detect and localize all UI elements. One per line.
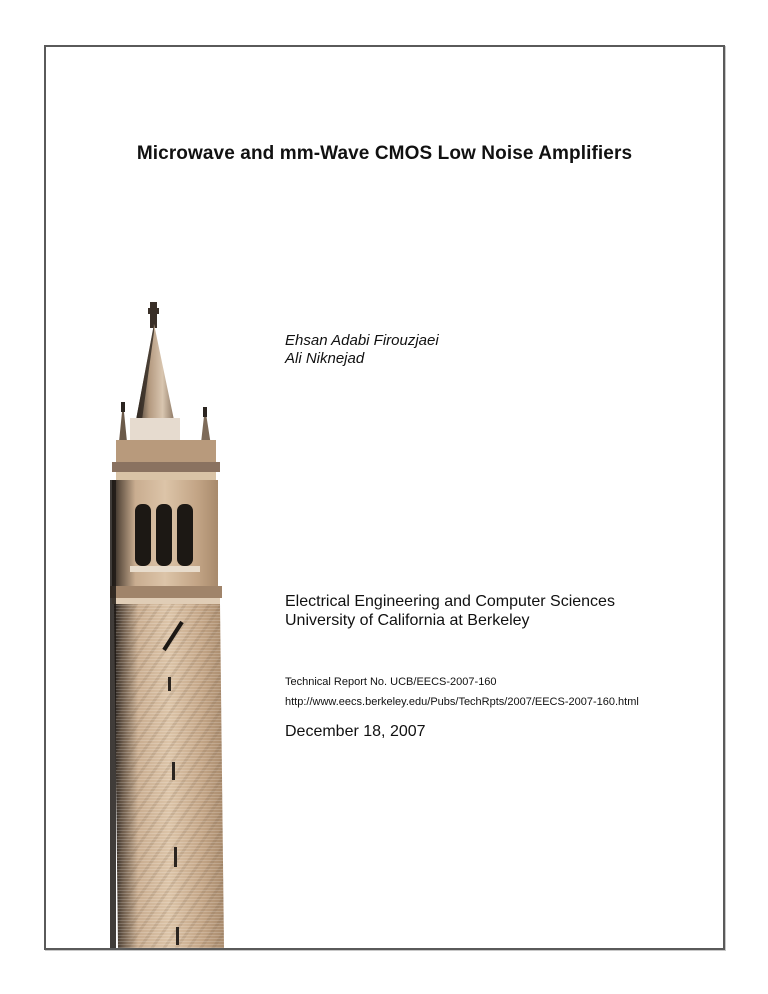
report-url[interactable]: http://www.eecs.berkeley.edu/Pubs/TechRpts/2007/EECS-2007-160.html (285, 696, 639, 708)
cover-page-frame (44, 45, 725, 950)
sather-tower-image (102, 302, 252, 948)
author-name: Ehsan Adabi Firouzjaei (285, 332, 439, 349)
document-title: Microwave and mm-Wave CMOS Low Noise Amplifiers (136, 143, 633, 164)
publication-date: December 18, 2007 (285, 723, 426, 740)
report-number: Technical Report No. UCB/EECS-2007-160 (285, 676, 497, 688)
institution-block (285, 592, 615, 630)
university-name: University of California at Berkeley (285, 612, 530, 629)
department-name: Electrical Engineering and Computer Sciences (285, 593, 615, 610)
author-name: Ali Niknejad (285, 350, 365, 367)
author-list (285, 332, 439, 368)
report-info (285, 672, 639, 712)
